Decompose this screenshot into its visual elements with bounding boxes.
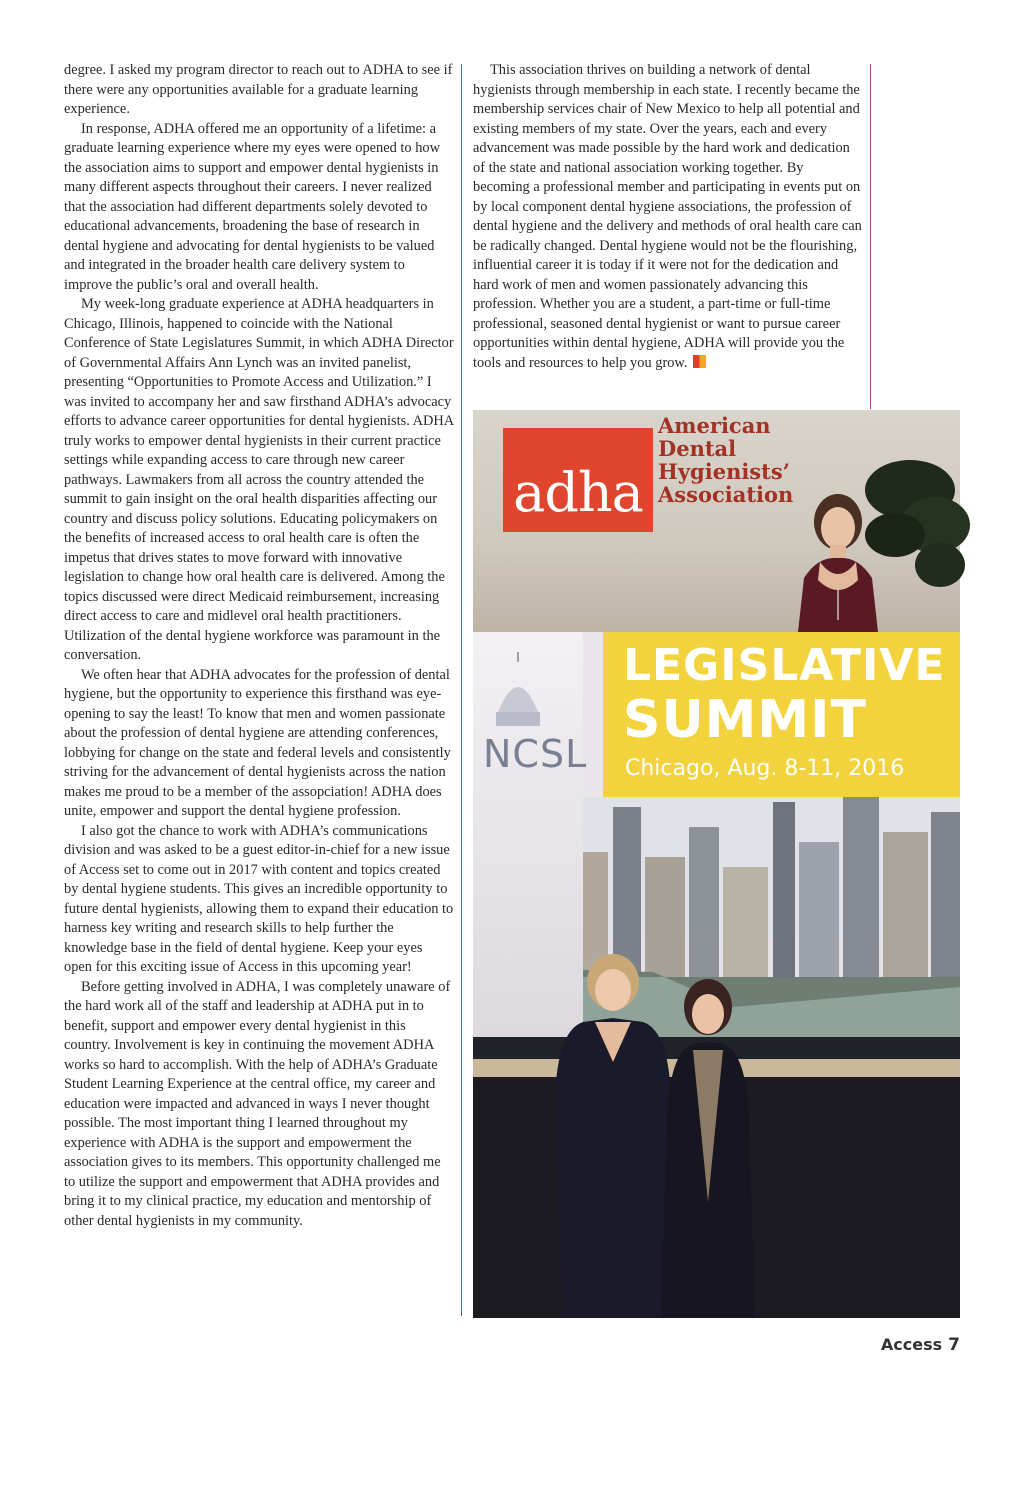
- adha-logo-text: adha: [513, 461, 643, 524]
- paragraph: Before getting involved in ADHA, I was completely unaware of the hard work all of the staff and leadership at ADHA put in to benefit, support and empower every dental hygienist in this country. Involvement is key in continuing the movement ADHA works so hard to accomplish. With the help of ADHA’s Graduate Student Learning Experience at the central office, my career and education were impacted and advanced in ways I never thought possible. The most important thing I learned throughout my experience with ADHA is the support and empowerment the association gives to its members. This opportunity challenged me to utilize the support and empowerment that ADHA provides and bring it to my clinical practice, my education and mentorship of other dental hygienists in my community.: [64, 978, 451, 1229]
- left-column: [64, 61, 454, 1231]
- right-column: [473, 61, 863, 373]
- paragraph: We often hear that ADHA advocates for the profession of dental hygiene, but the opportunity to experience this firsthand was eye-opening to say the least! To know that men and women passionate about the profession of dental hygiene are attending conferences, lobbying for change on the state and federal levels and consistently striving for the advancement of dental hygienists across the nation makes me proud to be a member of the assopciation! ADHA does unite, empower and support the dental hygiene profession.: [64, 666, 451, 819]
- banner-subtitle: Chicago, Aug. 8-11, 2016: [625, 756, 905, 781]
- adha-logo: [503, 428, 653, 532]
- adha-wall-photo: [473, 410, 960, 632]
- ncsl-logo-text: NCSL: [483, 732, 588, 776]
- woman-portrait-icon: [778, 490, 898, 632]
- column-divider-right: [870, 64, 871, 409]
- paragraph: My week-long graduate experience at ADHA headquarters in Chicago, Illinois, happened to coincide with the National Conference of State Legislatures Summit, in which ADHA Director of Governmental Affairs Ann Lynch was an invited panelist, presenting “Opportunities to Promote Access and Utilization.” I was invited to accompany her and saw firsthand ADHA’s advocacy efforts to advance career opportunities for dental hygienists. ADHA truly works to empower dental hygienists in their current practice settings while expanding access to care through new career pathways. Lawmakers from all across the country attended the summit to gain insight on the oral health disparities affecting our country and discuss policy solutions. Educating policymakers on the benefits of increased access to oral health care is often the impetus that drives states to move forward with innovative legislation to change how oral health care is delivered. Among the topics discussed were direct Medicaid reimbursement, increasing direct access to care and midlevel oral health practitioners. Utilization of the dental hygiene workforce was paramount in the conversation.: [64, 296, 454, 663]
- association-name-line: Association: [658, 482, 794, 507]
- photo-caption: Klenke (right) with ADHA Director of Governmental Affairs Ann Lynch: [800, 1432, 934, 1491]
- paragraph: I also got the chance to work with ADHA’s communications division and was asked to be a guest editor-in-chief for a new issue of Access set to come out in 2017 with content and topics created by dental hygiene students. This gives an incredible opportunity to future dental hygienists, allowing them to expand their education to harness key writing and research skills to help further the knowledge base in the field of dental hygiene. Keep your eyes open for this exciting issue of Access in this upcoming year!: [64, 822, 454, 975]
- association-name-line: American: [658, 413, 771, 438]
- page-footer: [881, 1335, 960, 1355]
- association-name-line: Hygienists’: [658, 459, 790, 484]
- page-number: 7: [948, 1335, 960, 1355]
- paragraph: [473, 61, 863, 373]
- paragraph-text: This association thrives on building a network of dental hygienists through membership in each state. I recently became the membership services chair of New Mexico to help all potential and existing members of my state. Over the years, each and every advancement was made possible by the hard work and dedication of the state and national association working together. By becoming a professional member and participating in events put on by local component dental hygiene associations, the profession of dental hygiene and the delivery and methods of oral health care can be radically changed. Dental hygiene would not be the flourishing, influential career it is today if it were not for the dedication and hard work of men and women passionately advancing this profession. Whether you are a student, a part-time or full-time professional, seasoned dental hygienist or want to pursue career opportunities within dental hygiene, ADHA will provide you the tools and resources to help you grow.: [473, 62, 862, 371]
- association-name: [658, 414, 793, 506]
- publication-name: Access: [880, 1335, 943, 1354]
- paragraph: In response, ADHA offered me an opportunity of a lifetime: a graduate learning experience where my eyes were opened to how the association aims to support and empower dental hygienists in many different aspects throughout their careers. I never realized that the association had different departments solely devoted to educational advancements, broadening the base of research in dental hygiene and advocating for dental hygienists to be valued and integrated in the broader health care delivery system to improve the public’s oral and overall health.: [64, 120, 440, 293]
- association-name-line: Dental: [658, 436, 737, 461]
- capitol-dome-icon: [488, 652, 548, 732]
- column-divider-center: [461, 64, 462, 1316]
- banner-title-line1: LEGISLATIVE: [623, 640, 946, 691]
- two-women-icon: [533, 952, 793, 1318]
- end-of-article-icon: [693, 355, 706, 368]
- paragraph: degree. I asked my program director to reach out to ADHA to see if there were any opportunities available for a graduate learning experience.: [64, 62, 453, 117]
- banner-title-line2: SUMMIT: [623, 690, 867, 750]
